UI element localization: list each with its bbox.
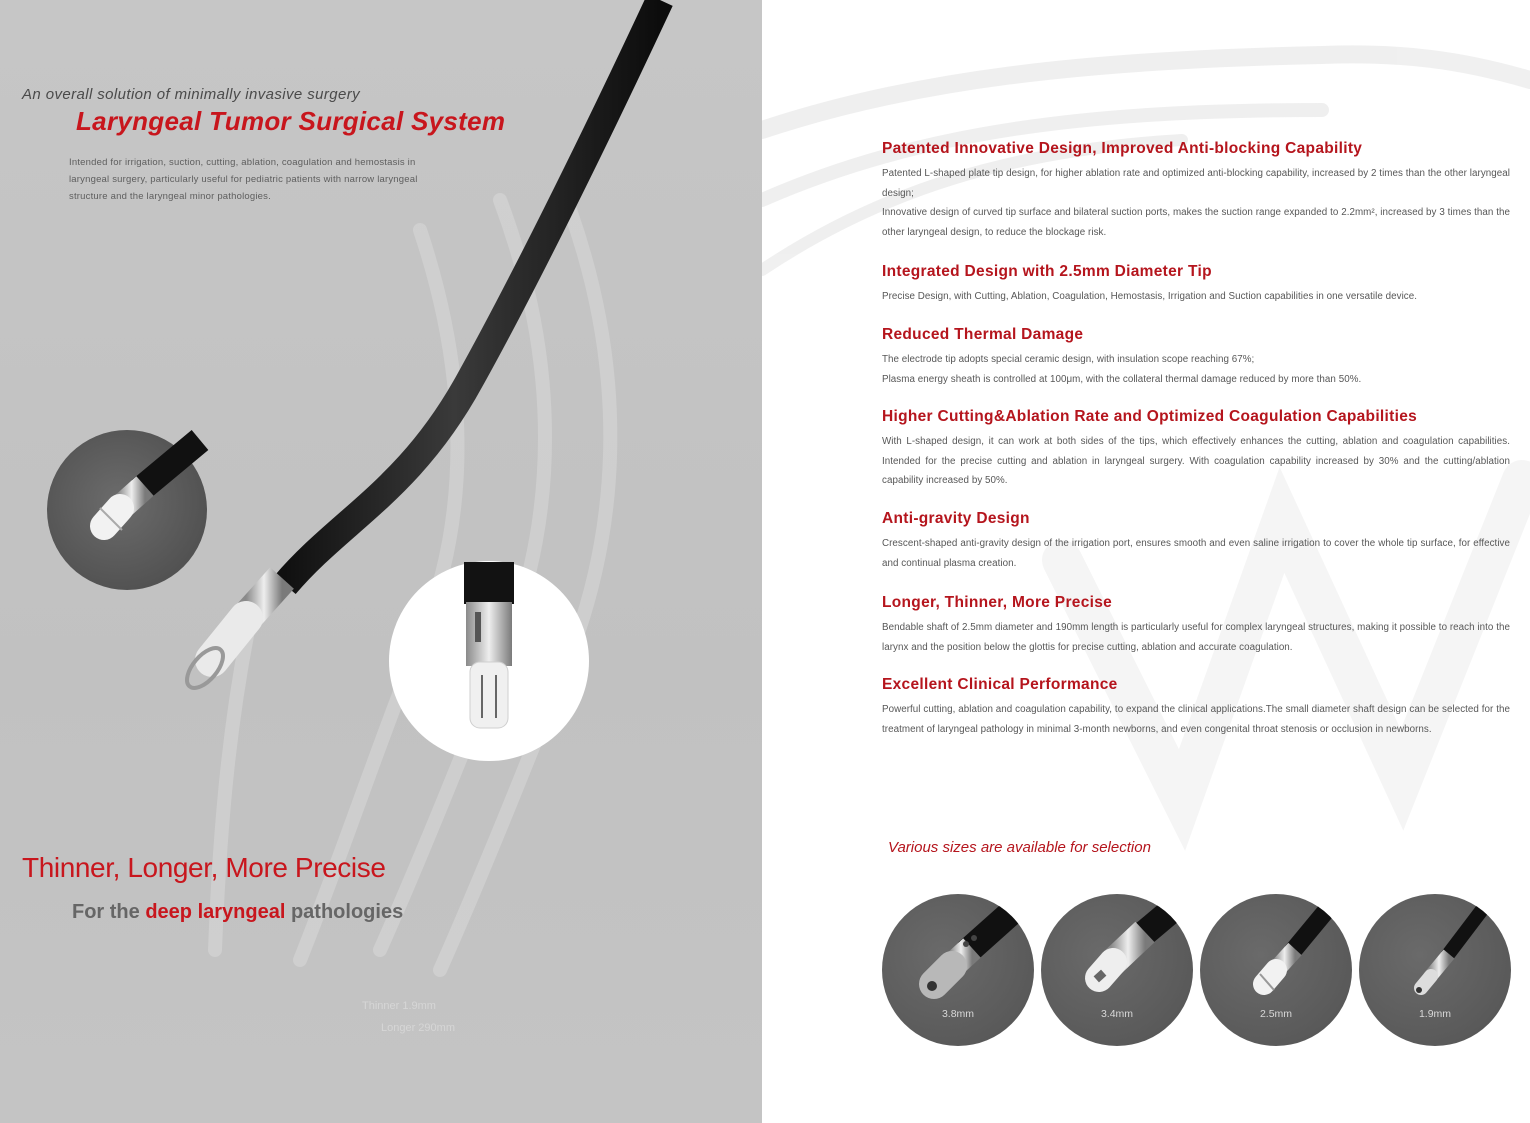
feature-title: Patented Innovative Design, Improved Anti-blocking Capability: [882, 140, 1363, 157]
size-option-1-9mm: [1359, 894, 1511, 1046]
feature-text: The electrode tip adopts special ceramic design, with insulation scope reaching 67%;: [882, 354, 1255, 365]
right-panel: [762, 0, 1530, 1123]
intro-text: [69, 154, 441, 205]
feature-cutting-ablation: [882, 408, 1510, 491]
size-label: 1.9mm: [1418, 1008, 1452, 1020]
feature-thermal-damage: [882, 326, 1510, 389]
feature-title: Reduced Thermal Damage: [882, 326, 1084, 343]
feature-anti-blocking: [882, 140, 1510, 242]
intro-line: structure and the laryngeal minor pathologies.: [69, 191, 271, 202]
sub-slogan-highlight: deep laryngeal: [145, 901, 286, 923]
page-title: Laryngeal Tumor Surgical System: [76, 106, 506, 136]
tagline: An overall solution of minimally invasive surgery: [22, 86, 361, 103]
feature-title: Integrated Design with 2.5mm Diameter Tip: [882, 263, 1212, 280]
feature-text: Bendable shaft of 2.5mm diameter and 190mm length is particularly useful for complex laryngeal structures, making it possible to reach into the larynx and the position below the glottis for precise cutting, ablation and accurate coagulation.: [882, 622, 1510, 653]
feature-longer-thinner: [882, 594, 1510, 657]
left-panel: [0, 0, 762, 1123]
feature-text: Precise Design, with Cutting, Ablation, Coagulation, Hemostasis, Irrigation and Suction capabilities in one versatile device.: [882, 291, 1418, 302]
size-option-2-5mm: [1200, 894, 1352, 1046]
probe-tip-image: [1200, 894, 1352, 1046]
feature-text: Innovative design of curved tip surface and bilateral suction ports, makes the suction range expanded to 2.2mm², increased by 3 times than the other laryngeal design, to reduce the blockage risk.: [882, 207, 1510, 238]
probe-tip-image: [1041, 894, 1193, 1046]
feature-clinical-performance: [882, 676, 1510, 739]
feature-title: Higher Cutting&Ablation Rate and Optimized Coagulation Capabilities: [882, 408, 1418, 425]
probe-tip-image: [882, 894, 1034, 1046]
size-option-3-8mm: [882, 894, 1034, 1046]
faint-note-thinner: Thinner 1.9mm: [362, 1000, 436, 1012]
feature-title: Excellent Clinical Performance: [882, 676, 1118, 693]
size-option-3-4mm: [1041, 894, 1193, 1046]
sub-slogan-prefix: For the: [72, 901, 146, 923]
faint-note-longer: Longer 290mm: [381, 1022, 455, 1034]
zoom-detail-left: [47, 430, 207, 590]
size-label: 3.8mm: [941, 1008, 975, 1020]
feature-text: Patented L-shaped plate tip design, for higher ablation rate and optimized anti-blocking capability, increased by 2 times than the other laryngeal design;: [882, 168, 1510, 199]
probe-tip-image: [1359, 894, 1511, 1046]
feature-text: Crescent-shaped anti-gravity design of the irrigation port, ensures smooth and even saline irrigation to cover the whole tip surface, for effective and continual plasma creation.: [882, 538, 1510, 569]
intro-line: laryngeal surgery, particularly useful for pediatric patients with narrow laryngeal: [69, 174, 418, 185]
feature-anti-gravity: [882, 510, 1510, 573]
size-label: 3.4mm: [1100, 1008, 1134, 1020]
size-label: 2.5mm: [1259, 1008, 1293, 1020]
sub-slogan: [72, 901, 403, 924]
sizes-heading: Various sizes are available for selection: [888, 839, 1151, 856]
feature-integrated-design: [882, 263, 1510, 307]
zoom-detail-right: [389, 561, 589, 761]
slogan: Thinner, Longer, More Precise: [22, 852, 386, 883]
feature-text: Powerful cutting, ablation and coagulation capability, to expand the clinical applications.The small diameter shaft design can be selected for the treatment of laryngeal pathology in minimal 3-month newborns, and even congenital throat stenosis or occlusion in newborns.: [882, 704, 1510, 735]
feature-text: Plasma energy sheath is controlled at 100μm, with the collateral thermal damage reduced by more than 50%.: [882, 373, 1362, 385]
sub-slogan-suffix: pathologies: [285, 901, 404, 923]
intro-line: Intended for irrigation, suction, cutting, ablation, coagulation and hemostasis in: [69, 157, 416, 168]
feature-text: With L-shaped design, it can work at both sides of the tips, which effectively enhances the cutting, ablation and coagulation capabilities. Intended for the precise cutting and ablation in laryngeal surgery. With coagulation capability increased by 30% and the cutting/ablation capability increased by 50%.: [882, 436, 1510, 487]
feature-title: Anti-gravity Design: [882, 510, 1030, 527]
feature-title: Longer, Thinner, More Precise: [882, 594, 1113, 611]
